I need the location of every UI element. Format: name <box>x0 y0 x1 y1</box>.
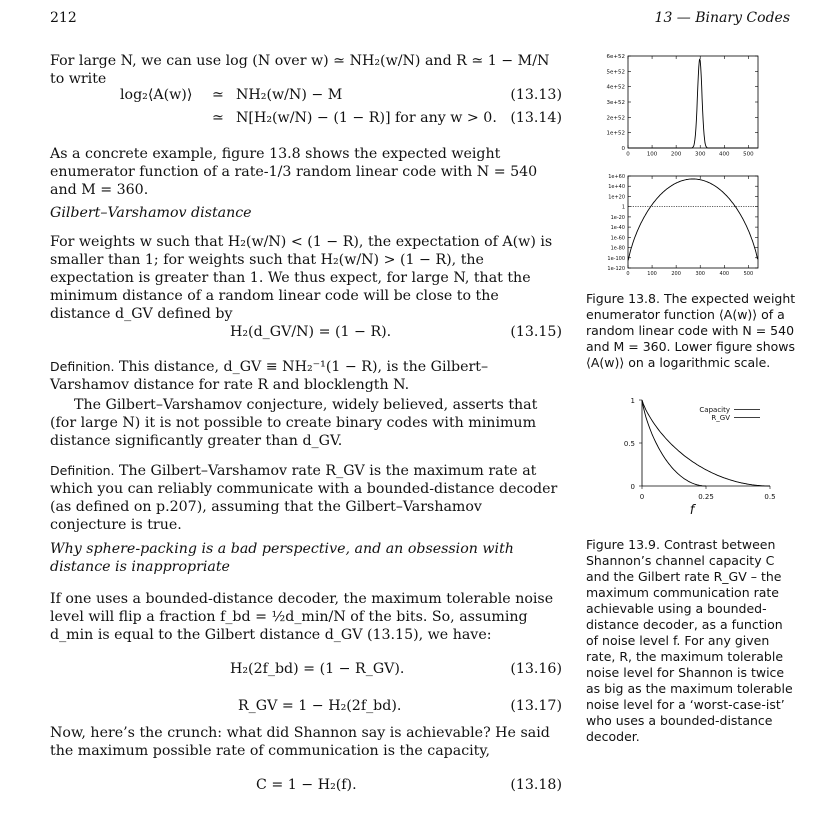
equation-number: (13.15) <box>510 324 562 340</box>
paragraph-shannon: Now, here’s the crunch: what did Shannon say is achievable? He said the maximum possible rate of communication is the capacity, <box>50 725 550 759</box>
y-tick-label: 1e+52 <box>606 130 625 137</box>
definition-label: Definition. <box>50 463 115 478</box>
x-tick-label: 500 <box>743 151 754 158</box>
equation-number: (13.13) <box>510 87 562 103</box>
paragraph-intro: For large N, we can use log (N over w) ≃ NH₂(w/N) and R ≃ 1 − M/N to write <box>50 53 550 87</box>
plot-frame <box>628 56 758 148</box>
y-tick-label: 1e+60 <box>608 174 625 180</box>
figure-13-9-caption <box>586 537 798 745</box>
y-tick-label: 2e+52 <box>606 115 625 122</box>
series-line <box>628 179 757 260</box>
x-tick-label: 0.5 <box>764 493 776 501</box>
chart-capacity-vs-gv <box>610 392 785 524</box>
y-tick-label: 0.5 <box>623 440 635 448</box>
running-header: 13 — Binary Codes <box>654 10 790 26</box>
definition-text: This distance, d_GV ≡ NH₂⁻¹(1 − R), is the Gilbert–Varshamov distance for rate R and blocklength N. <box>50 359 489 393</box>
y-tick-label: 1e-80 <box>610 245 625 252</box>
equation-13-15 <box>50 323 562 341</box>
x-axis-label: f <box>689 503 695 518</box>
figure-13-8-caption <box>586 291 798 371</box>
x-tick-label: 100 <box>647 271 657 277</box>
x-tick-label: 200 <box>670 151 682 158</box>
chart-weight-enumerator-log <box>590 172 765 284</box>
eq-body: C = 1 − H₂(f). <box>256 777 357 793</box>
x-tick-label: 300 <box>695 271 705 277</box>
y-tick-label: 1e+40 <box>608 184 625 191</box>
eq-rhs: NH₂(w/N) − M <box>236 87 343 103</box>
x-tick-label: 100 <box>646 151 658 158</box>
y-tick-label: 1e-120 <box>607 266 625 272</box>
eq-rel: ≃ <box>212 110 224 126</box>
equation-13-14 <box>50 109 562 127</box>
equation-13-13 <box>50 86 562 104</box>
definition-label: Definition. <box>50 359 115 374</box>
caption-text: The expected weight enumerator function ⟨A(w)⟩ of a random linear code with N = 540 and M = 360. Lower figure shows ⟨A(w)⟩ on a logarithmic scale. <box>586 291 796 370</box>
y-tick-label: 1 <box>630 397 635 405</box>
x-tick-label: 0 <box>626 151 630 158</box>
equation-number: (13.14) <box>510 110 562 126</box>
y-tick-label: 1e-40 <box>610 225 625 232</box>
y-tick-label: 3e+52 <box>606 100 625 106</box>
caption-label: Figure 13.8. <box>586 291 660 306</box>
series-line <box>628 59 758 148</box>
paragraph-bounded-distance: If one uses a bounded-distance decoder, the maximum tolerable noise level will flip a fraction f_bd = ½d_min/N of the bits. So, assuming d_min is equal to the Gilbert distance d_GV (13.15), we have: <box>50 591 554 643</box>
equation-13-16 <box>50 660 562 678</box>
eq-rel: ≃ <box>212 87 224 103</box>
chart-weight-enumerator-linear <box>590 52 765 164</box>
y-tick-label: 0 <box>630 483 635 491</box>
section-heading-sphere-packing: Why sphere-packing is a bad perspective, and an obsession with distance is inappropriate <box>50 541 514 575</box>
equation-number: (13.17) <box>510 698 562 714</box>
legend-label: R_GV <box>711 414 730 422</box>
x-tick-label: 0.25 <box>698 493 714 501</box>
paragraph-gv-conjecture: The Gilbert–Varshamov conjecture, widely believed, asserts that (for large N) it is not possible to create binary codes with minimum distance significantly greater than d_GV. <box>50 397 538 449</box>
y-tick-label: 1e-60 <box>610 235 625 242</box>
y-tick-label: 0 <box>621 146 625 152</box>
x-tick-label: 200 <box>671 271 681 277</box>
y-tick-label: 1e+20 <box>608 194 625 201</box>
x-tick-label: 400 <box>719 271 730 277</box>
paragraph-example: As a concrete example, figure 13.8 shows the expected weight enumerator function of a rate-1/3 random linear code with N = 540 and M = 360. <box>50 146 538 198</box>
equation-number: (13.16) <box>510 661 562 677</box>
series-line-rgv <box>642 400 706 486</box>
legend-label: Capacity <box>699 406 730 414</box>
plot-frame <box>628 176 758 268</box>
equation-13-18 <box>50 776 562 794</box>
definition-gv-distance <box>50 358 562 394</box>
paragraph-gv: For weights w such that H₂(w/N) < (1 − R), the expectation of A(w) is smaller than 1; for weights such that H₂(w/N) > (1 − R), the expectation is greater than 1. We thus expect, for large N, that the minimum distance of a random linear code will be close to the distance d_GV defined by <box>50 234 553 322</box>
x-tick-label: 400 <box>719 151 730 158</box>
eq-lhs: log₂⟨A(w)⟩ <box>120 87 193 103</box>
page-number: 212 <box>50 10 77 26</box>
definition-gv-rate <box>50 462 562 534</box>
eq-body: H₂(d_GV/N) = (1 − R). <box>230 324 392 340</box>
y-tick-label: 4e+52 <box>606 84 625 91</box>
x-tick-label: 0 <box>639 493 645 501</box>
definition-text: The Gilbert–Varshamov rate R_GV is the maximum rate at which you can reliably communicate with a bounded-distance decoder (as defined on p.207), assuming that the Gilbert–Varshamov conjecture is true. <box>50 463 558 533</box>
y-tick-label: 5e+52 <box>606 69 625 76</box>
x-tick-label: 0 <box>626 271 630 277</box>
y-tick-label: 1e-20 <box>610 214 625 221</box>
y-tick-label: 6e+52 <box>606 54 625 60</box>
equation-number: (13.18) <box>510 777 562 793</box>
caption-text: Contrast between Shannon’s channel capacity C and the Gilbert rate R_GV – the maximum communication rate achievable using a bounded-distance decoder, as a function of noise level f. For any given rate, R, the maximum tolerable noise level for Shannon is twice as big as the maximum tolerable noise level for a ‘worst-case-ist’ who uses a bounded-distance decoder. <box>586 537 793 744</box>
section-heading-gv-distance: Gilbert–Varshamov distance <box>50 205 252 221</box>
x-tick-label: 500 <box>743 271 754 277</box>
equation-13-17 <box>50 697 562 715</box>
eq-rhs: N[H₂(w/N) − (1 − R)] for any w > 0. <box>236 110 497 126</box>
y-tick-label: 1 <box>621 204 625 211</box>
caption-label: Figure 13.9. <box>586 537 660 552</box>
eq-body: H₂(2f_bd) = (1 − R_GV). <box>230 661 405 677</box>
y-tick-label: 1e-100 <box>607 255 625 262</box>
eq-body: R_GV = 1 − H₂(2f_bd). <box>238 698 402 714</box>
x-tick-label: 300 <box>694 151 706 158</box>
